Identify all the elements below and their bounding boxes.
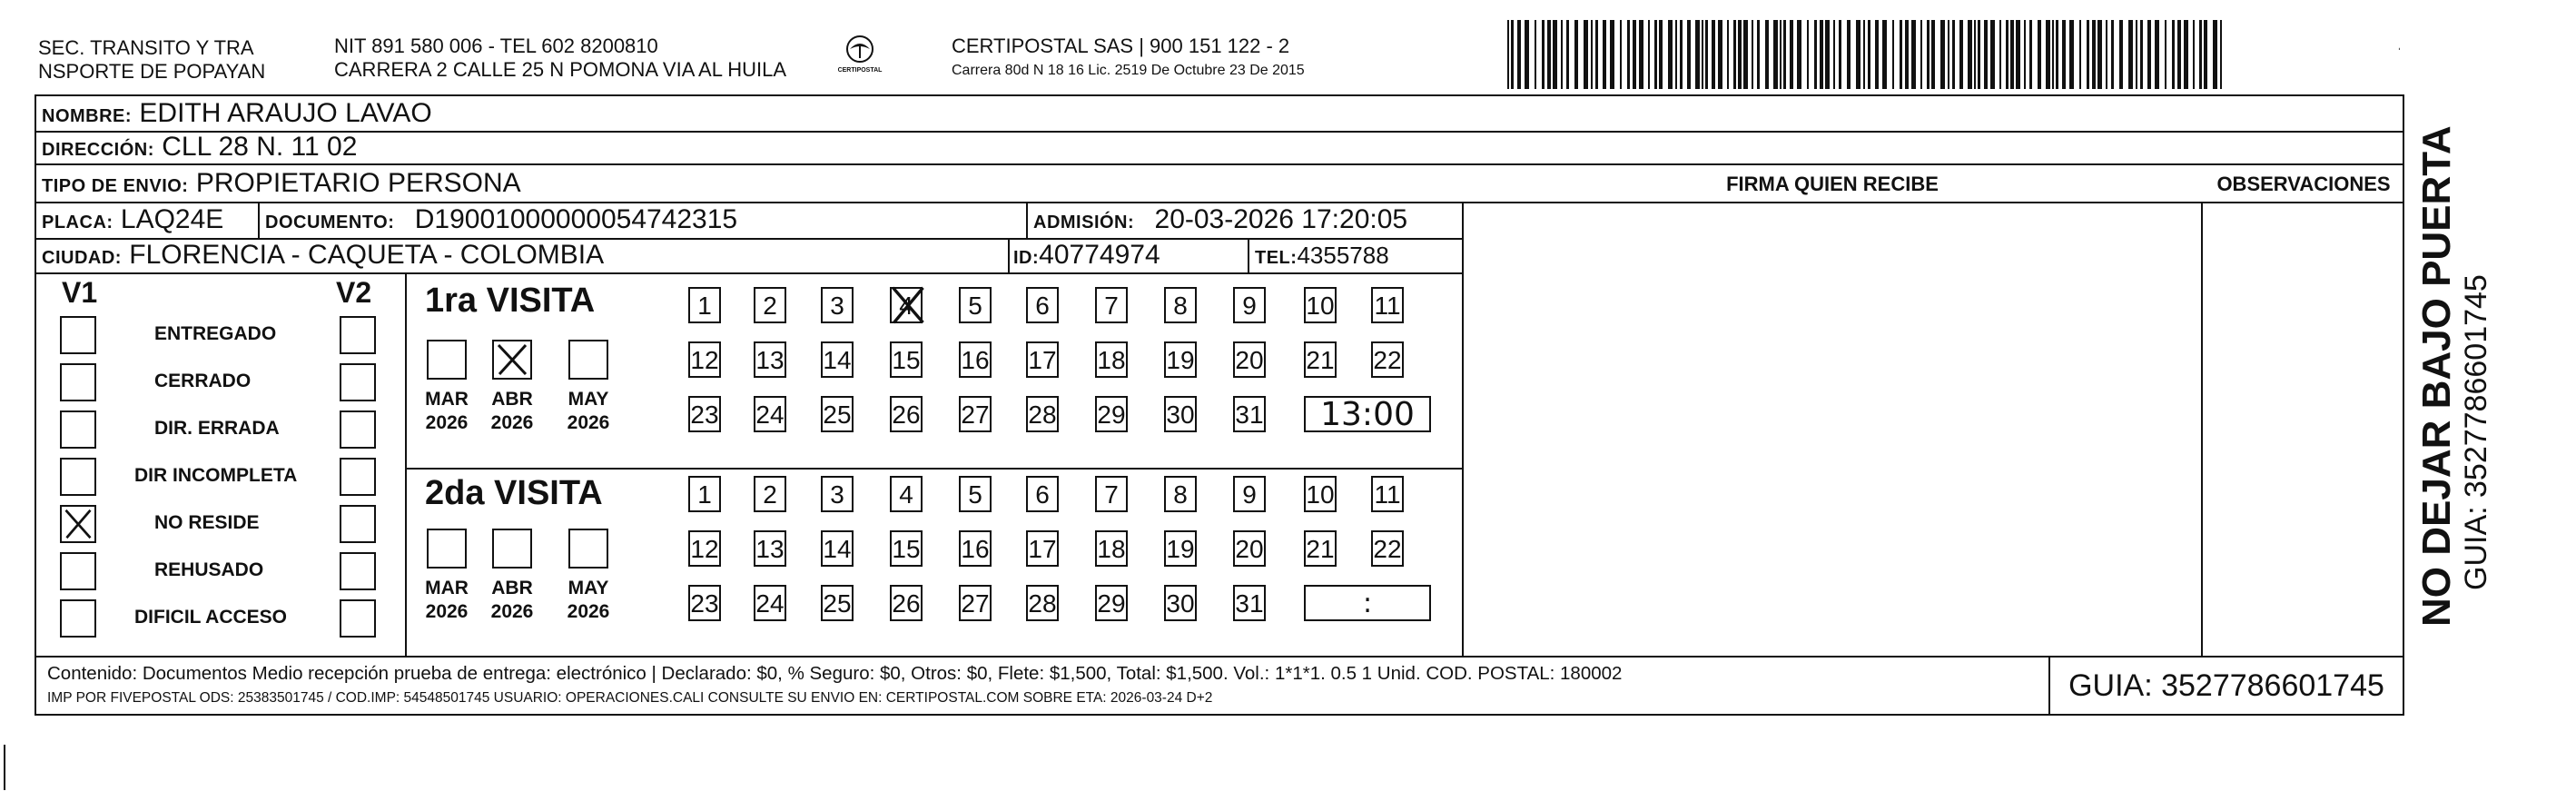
visit2-day-31[interactable]: 31 xyxy=(1233,585,1266,621)
imp-line: IMP POR FIVEPOSTAL ODS: 25383501745 / COD.IMP: 54548501745 USUARIO: OPERACIONES.CALI CONSULTE SU ENVIO EN: CERTIPOSTAL.COM SOBRE ETA: 2026-03-24 D+2 xyxy=(47,690,1213,706)
barcode-bar xyxy=(1525,20,1529,89)
barcode-bar xyxy=(1984,20,1988,89)
visit2-month-checkbox-mar[interactable] xyxy=(427,529,467,569)
barcode-bar xyxy=(1727,20,1729,89)
barcode-bar xyxy=(1999,20,2001,89)
barcode-bar xyxy=(1952,20,1955,89)
barcode-bar xyxy=(1839,20,1841,89)
barcode-bar xyxy=(1718,20,1722,89)
barcode-bar xyxy=(2016,20,2020,89)
barcode-bar xyxy=(1542,20,1545,89)
barcode-bar xyxy=(1814,20,1817,89)
barcode-bar xyxy=(2006,20,2008,89)
barcode-bar xyxy=(2106,20,2107,89)
visit2-day-25[interactable]: 25 xyxy=(821,585,854,621)
barcode-bar xyxy=(2184,20,2188,89)
visit2-month-year-mar: 2026 xyxy=(425,601,469,622)
barcode-bar xyxy=(1535,20,1536,89)
id-label: ID: xyxy=(1013,248,1040,268)
visit1-day-9[interactable]: 9 xyxy=(1233,287,1266,323)
barcode-bar xyxy=(2213,20,2217,89)
certipostal-logo-text: CERTIPOSTAL xyxy=(837,67,883,74)
footer-guia: GUIA: 3527786601745 xyxy=(2068,668,2384,703)
visit2-day-8[interactable]: 8 xyxy=(1164,476,1197,512)
barcode-bar xyxy=(2010,20,2014,89)
ciudad-label: CIUDAD: xyxy=(42,248,122,268)
shipment-barcode xyxy=(1507,20,2225,89)
barcode-bar xyxy=(1705,20,1708,89)
visit1-day-5[interactable]: 5 xyxy=(959,287,992,323)
barcode-bar xyxy=(1680,20,1683,89)
visit2-day-26[interactable]: 26 xyxy=(890,585,923,621)
visit2-day-10[interactable]: 10 xyxy=(1304,476,1337,512)
status-label-dir-incompleta: DIR INCOMPLETA xyxy=(134,465,298,486)
barcode-bar xyxy=(2038,20,2041,89)
visit2-day-15[interactable]: 15 xyxy=(890,530,923,567)
v1-checkbox-dir-errada[interactable] xyxy=(60,410,96,449)
barcode-bar xyxy=(1517,20,1521,89)
v1-checkbox-dir-incompleta[interactable] xyxy=(60,458,96,496)
v2-checkbox-entregado[interactable] xyxy=(340,316,376,354)
sender-contact xyxy=(334,35,786,82)
barcode-bar xyxy=(2062,20,2066,89)
barcode-bar xyxy=(2128,20,2133,89)
barcode-bar xyxy=(1511,20,1514,89)
barcode-bar xyxy=(1765,20,1769,89)
barcode-bar xyxy=(1931,20,1935,89)
visit1-time-field[interactable]: 13:00 xyxy=(1304,396,1431,432)
v2-checkbox-no-reside[interactable] xyxy=(340,505,376,543)
status-label-cerrado: CERRADO xyxy=(154,371,252,391)
barcode-bar xyxy=(1743,20,1748,89)
barcode-bar xyxy=(1695,20,1700,89)
barcode-bar xyxy=(1620,20,1622,89)
barcode-bar xyxy=(1654,20,1657,89)
barcode-bar xyxy=(1868,20,1870,89)
placa-field xyxy=(42,204,223,238)
visit2-day-27[interactable]: 27 xyxy=(959,585,992,621)
visit1-day-17[interactable]: 17 xyxy=(1026,341,1059,378)
visit1-month-checkbox-may[interactable] xyxy=(568,340,608,380)
visit2-day-14[interactable]: 14 xyxy=(821,530,854,567)
visit1-month-label-abr: ABR xyxy=(491,389,533,410)
corner-tick: ˈ xyxy=(2397,45,2402,60)
visit2-month-label-abr: ABR xyxy=(491,578,533,598)
barcode-bar xyxy=(1892,20,1894,89)
visit1-day-8[interactable]: 8 xyxy=(1164,287,1197,323)
visit1-day-20[interactable]: 20 xyxy=(1233,341,1266,378)
barcode-bar xyxy=(1911,20,1916,89)
barcode-bar xyxy=(1507,20,1509,89)
status-label-entregado: ENTREGADO xyxy=(154,323,277,344)
visit1-month-year-abr: 2026 xyxy=(490,412,534,433)
ciudad-field xyxy=(42,240,604,273)
barcode-bar xyxy=(1959,20,1963,89)
barcode-bar xyxy=(1797,20,1801,89)
documento-label: DOCUMENTO: xyxy=(265,213,395,232)
tipo-envio-label: TIPO DE ENVIO: xyxy=(42,176,189,196)
visit1-day-23[interactable]: 23 xyxy=(688,396,721,432)
barcode-bar xyxy=(2119,20,2123,89)
visit2-day-5[interactable]: 5 xyxy=(959,476,992,512)
barcode-bar xyxy=(2052,20,2054,89)
visit2-day-11[interactable]: 11 xyxy=(1371,476,1404,512)
admision-field xyxy=(1033,204,1407,238)
sender-address-line: CARRERA 2 CALLE 25 N POMONA VIA AL HUILA xyxy=(334,58,787,81)
barcode-bar xyxy=(1783,20,1786,89)
carrier-address-line: Carrera 80d N 18 16 Lic. 2519 De Octubre 23 De 2015 xyxy=(952,63,1305,78)
barcode-bar xyxy=(2092,20,2096,89)
tel-label: TEL: xyxy=(1255,248,1298,268)
barcode-bar xyxy=(1574,20,1578,89)
side-text xyxy=(2415,82,2497,627)
barcode-bar xyxy=(1738,20,1742,89)
visit2-day-28[interactable]: 28 xyxy=(1026,585,1059,621)
visit2-month-label-mar: MAR xyxy=(425,578,469,598)
visit1-day-29[interactable]: 29 xyxy=(1095,396,1128,432)
barcode-bar xyxy=(1948,20,1949,89)
visit1-day-2[interactable]: 2 xyxy=(754,287,786,323)
v1-checkbox-entregado[interactable] xyxy=(60,316,96,354)
visit1-month-label-mar: MAR xyxy=(425,389,469,410)
barcode-bar xyxy=(1675,20,1677,89)
visit2-day-20[interactable]: 20 xyxy=(1233,530,1266,567)
visit1-day-16[interactable]: 16 xyxy=(959,341,992,378)
barcode-bar xyxy=(2111,20,2114,89)
visit2-day-2[interactable]: 2 xyxy=(754,476,786,512)
visit2-day-29[interactable]: 29 xyxy=(1095,585,1128,621)
tipo-envio-value: PROPIETARIO PERSONA xyxy=(195,168,521,198)
visit2-day-4[interactable]: 4 xyxy=(890,476,923,512)
barcode-bar xyxy=(1780,20,1781,89)
visit1-day-4[interactable]: 4 xyxy=(890,287,923,323)
barcode-bar xyxy=(1603,20,1606,89)
visit1-day-27[interactable]: 27 xyxy=(959,396,992,432)
barcode-bar xyxy=(1595,20,1598,89)
v1-checkbox-dificil-acceso[interactable] xyxy=(60,599,96,638)
side-warning: NO DEJAR BAJO PUERTA xyxy=(2414,125,2459,627)
barcode-bar xyxy=(2024,20,2026,89)
firma-column-header: FIRMA QUIEN RECIBE xyxy=(1726,173,1939,195)
direccion-field xyxy=(42,132,357,165)
visit2-day-3[interactable]: 3 xyxy=(821,476,854,512)
barcode-bar xyxy=(2193,20,2195,89)
v2-checkbox-cerrado[interactable] xyxy=(340,363,376,401)
visit2-day-19[interactable]: 19 xyxy=(1164,530,1197,567)
barcode-bar xyxy=(1900,20,1902,89)
barcode-bar xyxy=(2056,20,2058,89)
admision-value: 20-03-2026 17:20:05 xyxy=(1154,204,1408,234)
barcode-bar xyxy=(1833,20,1835,89)
visit2-month-checkbox-abr[interactable] xyxy=(492,529,532,569)
barcode-bar xyxy=(1968,20,1972,89)
ciudad-value: FLORENCIA - CAQUETA - COLOMBIA xyxy=(129,240,605,270)
visit2-day-17[interactable]: 17 xyxy=(1026,530,1059,567)
v2-checkbox-dir-errada[interactable] xyxy=(340,410,376,449)
v1-header: V1 xyxy=(62,276,98,309)
placa-value: LAQ24E xyxy=(120,204,224,234)
visit2-day-7[interactable]: 7 xyxy=(1095,476,1128,512)
observaciones-column-header: OBSERVACIONES xyxy=(2216,173,2391,195)
visit1-day-12[interactable]: 12 xyxy=(688,341,721,378)
documento-value: D19001000000054742315 xyxy=(414,204,738,234)
contenido-line: Contenido: Documentos Medio recepción prueba de entrega: electrónico | Declarado: $0, % Seguro: $0, Otros: $0, Flete: $1,500, Total: $1,500. Vol.: 1*1*1. 0.5 1 Unid. COD. POSTAL: 180002 xyxy=(47,663,1623,684)
v1-checkbox-cerrado[interactable] xyxy=(60,363,96,401)
visit1-day-18[interactable]: 18 xyxy=(1095,341,1128,378)
visit1-month-label-may: MAY xyxy=(568,389,609,410)
visit1-day-21[interactable]: 21 xyxy=(1304,341,1337,378)
visit1-day-22[interactable]: 22 xyxy=(1371,341,1404,378)
visit1-day-24[interactable]: 24 xyxy=(754,396,786,432)
barcode-bar xyxy=(1863,20,1865,89)
visit1-title: 1ra VISITA xyxy=(425,282,596,320)
visit1-day-7[interactable]: 7 xyxy=(1095,287,1128,323)
barcode-bar xyxy=(1702,20,1703,89)
barcode-bar xyxy=(2165,20,2166,89)
visit2-day-18[interactable]: 18 xyxy=(1095,530,1128,567)
visit1-day-31[interactable]: 31 xyxy=(1233,396,1266,432)
visit2-month-year-abr: 2026 xyxy=(490,601,534,622)
barcode-bar xyxy=(2029,20,2032,89)
barcode-bar xyxy=(2079,20,2081,89)
visit1-month-year-may: 2026 xyxy=(567,412,610,433)
visit2-day-1[interactable]: 1 xyxy=(688,476,721,512)
placa-label: PLACA: xyxy=(42,213,114,232)
barcode-bar xyxy=(1687,20,1691,89)
visit1-day-10[interactable]: 10 xyxy=(1304,287,1337,323)
visit1-day-15[interactable]: 15 xyxy=(890,341,923,378)
barcode-bar xyxy=(1553,20,1557,89)
visit1-day-25[interactable]: 25 xyxy=(821,396,854,432)
visit1-day-11[interactable]: 11 xyxy=(1371,287,1404,323)
nombre-label: NOMBRE: xyxy=(42,106,133,126)
sender-entity xyxy=(38,36,265,84)
visit2-time-field[interactable]: : xyxy=(1304,585,1431,621)
barcode-bar xyxy=(1752,20,1753,89)
barcode-bar xyxy=(1773,20,1778,89)
barcode-bar xyxy=(2204,20,2207,89)
tipo-envio-field xyxy=(42,168,521,202)
nombre-field xyxy=(42,98,432,132)
visit1-day-1[interactable]: 1 xyxy=(688,287,721,323)
visit2-day-22[interactable]: 22 xyxy=(1371,530,1404,567)
barcode-bar xyxy=(2046,20,2050,89)
visit1-month-checkbox-abr[interactable] xyxy=(492,340,532,380)
visit2-month-checkbox-may[interactable] xyxy=(568,529,608,569)
barcode-bar xyxy=(1584,20,1588,89)
visit2-month-year-may: 2026 xyxy=(567,601,610,622)
barcode-bar xyxy=(1905,20,1909,89)
barcode-bar xyxy=(1847,20,1851,89)
id-value: 40774974 xyxy=(1039,240,1160,270)
status-label-rehusado: REHUSADO xyxy=(154,559,264,580)
side-guia: GUIA: 3527786601745 xyxy=(2459,274,2493,590)
status-label-no-reside: NO RESIDE xyxy=(154,512,260,533)
visit1-day-19[interactable]: 19 xyxy=(1164,341,1197,378)
visit1-day-13[interactable]: 13 xyxy=(754,341,786,378)
barcode-bar xyxy=(1610,20,1614,89)
v1-checkbox-no-reside[interactable] xyxy=(60,505,96,543)
direccion-value: CLL 28 N. 11 02 xyxy=(162,132,358,162)
barcode-bar xyxy=(1856,20,1860,89)
visit1-month-checkbox-mar[interactable] xyxy=(427,340,467,380)
barcode-bar xyxy=(1639,20,1643,89)
sender-entity-line2: NSPORTE DE POPAYAN xyxy=(38,60,266,83)
visit2-day-23[interactable]: 23 xyxy=(688,585,721,621)
barcode-bar xyxy=(1659,20,1663,89)
barcode-bar xyxy=(1757,20,1760,89)
id-field xyxy=(1013,240,1160,273)
visit2-day-9[interactable]: 9 xyxy=(1233,476,1266,512)
barcode-bar xyxy=(1561,20,1563,89)
status-label-dificil-acceso: DIFICIL ACCESO xyxy=(134,607,288,628)
v2-checkbox-dir-incompleta[interactable] xyxy=(340,458,376,496)
barcode-bar xyxy=(1633,20,1636,89)
barcode-bar xyxy=(2087,20,2089,89)
v2-checkbox-dificil-acceso[interactable] xyxy=(340,599,376,638)
tel-value: 4355788 xyxy=(1297,242,1389,269)
visit2-day-6[interactable]: 6 xyxy=(1026,476,1059,512)
barcode-bar xyxy=(1940,20,1945,89)
v2-checkbox-rehusado[interactable] xyxy=(340,552,376,590)
certipostal-logo xyxy=(837,33,883,84)
visit2-day-30[interactable]: 30 xyxy=(1164,585,1197,621)
nombre-value: EDITH ARAUJO LAVAO xyxy=(139,98,432,128)
admision-label: ADMISIÓN: xyxy=(1033,213,1135,232)
sender-nit-line: NIT 891 580 006 - TEL 602 8200810 xyxy=(334,35,658,57)
barcode-bar xyxy=(2155,20,2159,89)
barcode-bar xyxy=(1920,20,1922,89)
barcode-bar xyxy=(2220,20,2222,89)
visit2-day-12[interactable]: 12 xyxy=(688,530,721,567)
barcode-bar xyxy=(1820,20,1823,89)
v2-header: V2 xyxy=(336,276,372,309)
barcode-bar xyxy=(1733,20,1736,89)
visit1-day-mark xyxy=(888,283,928,327)
barcode-bar xyxy=(1566,20,1569,89)
barcode-bar xyxy=(1648,20,1650,89)
barcode-bar xyxy=(2147,20,2151,89)
visit1-day-30[interactable]: 30 xyxy=(1164,396,1197,432)
barcode-bar xyxy=(2097,20,2102,89)
barcode-bar xyxy=(2172,20,2175,89)
barcode-bar xyxy=(1627,20,1630,89)
barcode-bar xyxy=(1591,20,1593,89)
visit2-title: 2da VISITA xyxy=(425,474,603,512)
documento-field xyxy=(265,204,737,238)
visit1-day-3[interactable]: 3 xyxy=(821,287,854,323)
visit1-day-14[interactable]: 14 xyxy=(821,341,854,378)
barcode-bar xyxy=(1712,20,1715,89)
barcode-bar xyxy=(1974,20,1976,89)
barcode-bar xyxy=(2140,20,2143,89)
barcode-bar xyxy=(1790,20,1793,89)
carrier-name-line: CERTIPOSTAL SAS | 900 151 122 - 2 xyxy=(952,35,1290,57)
barcode-bar xyxy=(1927,20,1930,89)
barcode-bar xyxy=(1668,20,1673,89)
visit1-day-26[interactable]: 26 xyxy=(890,396,923,432)
status-label-dir-errada: DIR. ERRADA xyxy=(154,418,280,439)
barcode-bar xyxy=(1882,20,1887,89)
barcode-bar xyxy=(1990,20,1995,89)
visit1-day-28[interactable]: 28 xyxy=(1026,396,1059,432)
tel-field xyxy=(1255,240,1389,273)
v1-checkbox-rehusado[interactable] xyxy=(60,552,96,590)
barcode-bar xyxy=(2177,20,2181,89)
barcode-bar xyxy=(1807,20,1809,89)
visit1-day-6[interactable]: 6 xyxy=(1026,287,1059,323)
carrier-info xyxy=(952,35,1305,80)
barcode-bar xyxy=(1825,20,1830,89)
direccion-label: DIRECCIÓN: xyxy=(42,140,154,160)
barcode-bar xyxy=(2069,20,2074,89)
visit2-day-21[interactable]: 21 xyxy=(1304,530,1337,567)
barcode-bar xyxy=(1547,20,1551,89)
visit1-month-year-mar: 2026 xyxy=(425,412,469,433)
barcode-bar xyxy=(1978,20,1980,89)
barcode-bar xyxy=(1875,20,1879,89)
visit2-day-24[interactable]: 24 xyxy=(754,585,786,621)
sender-entity-line1: SEC. TRANSITO Y TRA xyxy=(38,36,254,59)
visit2-day-16[interactable]: 16 xyxy=(959,530,992,567)
visit2-month-label-may: MAY xyxy=(568,578,609,598)
barcode-bar xyxy=(2199,20,2202,89)
barcode-bar xyxy=(2136,20,2137,89)
visit2-day-13[interactable]: 13 xyxy=(754,530,786,567)
